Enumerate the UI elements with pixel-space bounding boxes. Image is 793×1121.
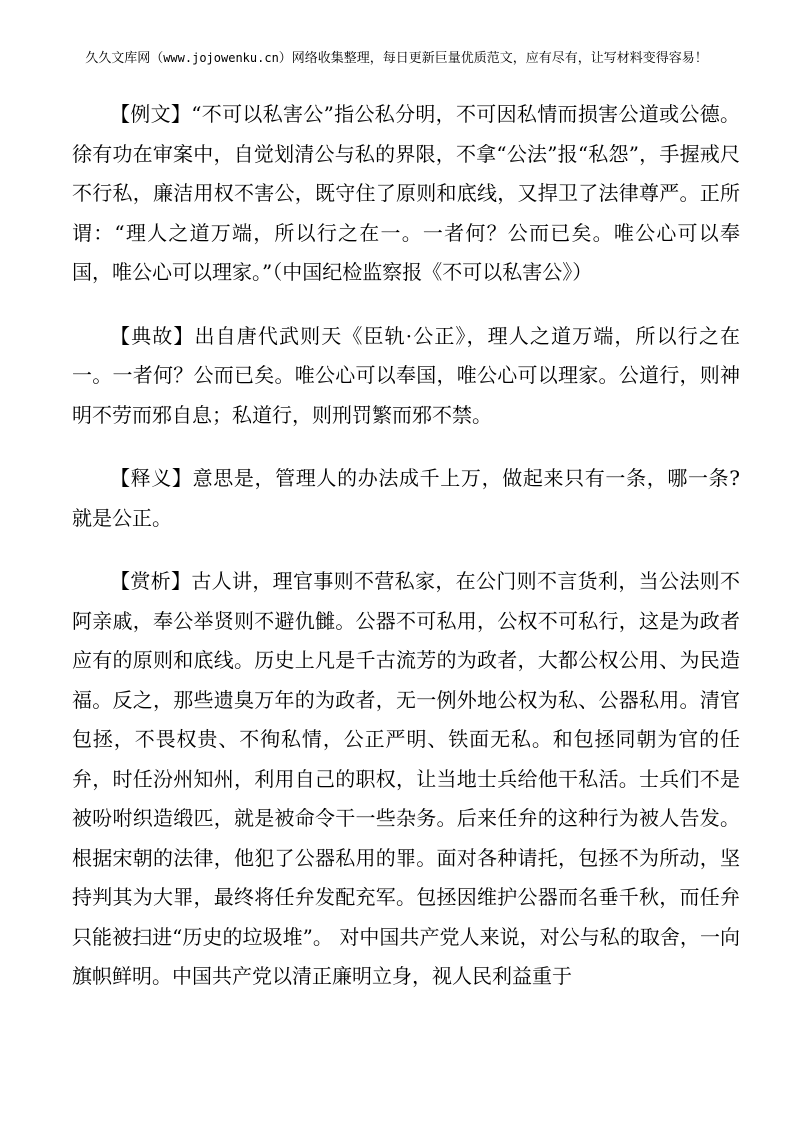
page-header	[0, 48, 793, 69]
header-url[interactable]: www.jojowenku.cn	[163, 51, 279, 65]
header-suffix: ）网络收集整理，每日更新巨量优质范文，应有尽有，让写材料变得容易！	[278, 51, 708, 66]
header-prefix: 久久文库网（	[85, 51, 164, 66]
appreciation-tag: 【赏析】	[110, 569, 192, 593]
definition-text: 意思是，管理人的办法成千上万，做起来只有一条，哪一条?就是公正。	[72, 466, 740, 530]
document-body	[72, 95, 740, 997]
definition-tag: 【释义】	[110, 466, 193, 490]
allusion-paragraph	[72, 317, 740, 436]
allusion-tag: 【典故】	[110, 323, 195, 348]
allusion-text: 出自唐代武则天《臣轨·公正》，理人之道万端，所以行之在一。一者何？公而已矣。唯公心可以奉国，唯公心可以理家。公道行，则神明不劳而邪自息；私道行，则刑罚繁而邪不禁。	[72, 323, 741, 427]
definition-paragraph	[72, 459, 740, 538]
example-tag: 【例文】	[110, 102, 192, 126]
example-paragraph	[72, 95, 740, 293]
example-text: “不可以私害公”指公私分明，不可因私情而损害公道或公德。徐有功在审案中，自觉划清公与私的界限，不拿“公法”报“私怨”，手握戒尺不行私，廉洁用权不害公，既守住了原则和底线，又捍卫了法律尊严。正所谓：“理人之道万端，所以行之在一。一者何？公而已矣。唯公心可以奉国，唯公心可以理家。”（中国纪检监察报《不可以私害公》）	[72, 102, 740, 284]
appreciation-text: 古人讲，理官事则不营私家，在公门则不言货利，当公法则不阿亲戚，奉公举贤则不避仇雠。公器不可私用，公权不可私行，这是为政者应有的原则和底线。历史上凡是千古流芳的为政者，大都公权公用、为民造福。反之，那些遗臭万年的为政者，无一例外地公权为私、公器私用。清官包拯，不畏权贵、不徇私情，公正严明、铁面无私。和包拯同朝为官的任弁，时任汾州知州，利用自己的职权，让当地士兵给他干私活。士兵们不是被吩咐织造缎匹，就是被命令干一些杂务。后来任弁的这种行为被人告发。根据宋朝的法律，他犯了公器私用的罪。面对各种请托，包拯不为所动，坚持判其为大罪，最终将任弁发配充军。包拯因维护公器而名垂千秋，而任弁只能被扫进“历史的垃圾堆”。 对中国共产党人来说，对公与私的取舍，一向旗帜鲜明。中国共产党以清正廉明立身，视人民利益重于	[72, 569, 741, 988]
appreciation-paragraph	[72, 562, 740, 997]
